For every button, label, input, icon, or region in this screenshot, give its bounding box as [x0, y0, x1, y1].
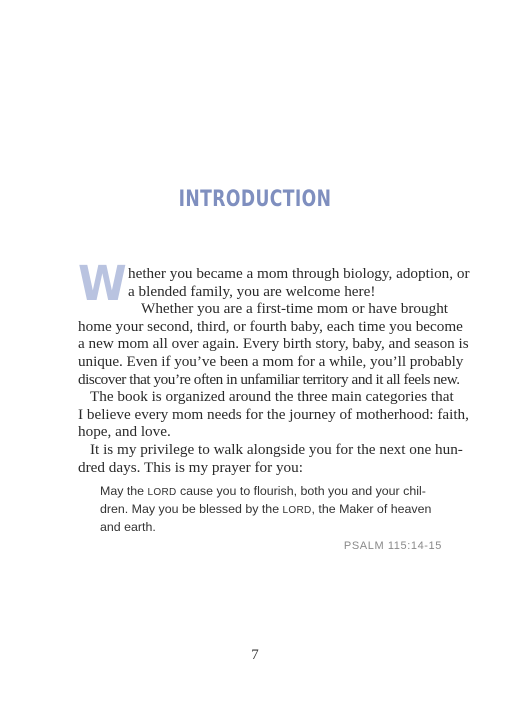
quote-text: May the: [100, 484, 148, 498]
chapter-heading: INTRODUCTION: [178, 187, 332, 212]
quote-text: cause you to flourish, both you and your chil-: [176, 484, 426, 498]
quote-text: , the Maker of heaven: [311, 502, 432, 516]
paragraph-line: It is my privilege to walk alongside you for the next one hun-: [90, 440, 463, 458]
body-text: [78, 256, 470, 476]
scripture-quote: [100, 483, 442, 536]
paragraph-line: discover that you’re often in unfamiliar territory and it all feels new.: [78, 370, 460, 388]
quote-line: [100, 483, 442, 501]
paragraph-line: Whether you are a first-time mom or have brought: [141, 300, 449, 318]
paragraph-line: hope, and love.: [78, 423, 171, 441]
paragraph-line: home your second, third, or fourth baby, each time you become: [78, 317, 463, 335]
paragraph-line: The book is organized around the three main categories that: [90, 388, 454, 406]
quote-text: dren. May you be blessed by the: [100, 502, 283, 516]
page-number: 7: [251, 647, 259, 663]
paragraph-line: hether you became a mom through biology, adoption, or: [128, 265, 470, 282]
small-caps-lord: LORD: [282, 505, 312, 516]
drop-cap-letter: W: [78, 256, 127, 312]
quote-line: [100, 501, 442, 519]
paragraph-line: unique. Even if you’ve been a mom for a while, you’ll probably: [78, 352, 464, 370]
paragraph-line: a blended family, you are welcome here!: [128, 282, 376, 300]
scripture-reference: PSALM 115:14-15: [343, 540, 442, 552]
quote-line: and earth.: [100, 520, 156, 534]
paragraph-line: a new mom all over again. Every birth story, baby, and season is: [78, 335, 469, 353]
small-caps-lord: LORD: [147, 487, 177, 498]
paragraph-line: dred days. This is my prayer for you:: [78, 458, 303, 476]
paragraph-line: I believe every mom needs for the journey of motherhood: faith,: [78, 405, 469, 423]
